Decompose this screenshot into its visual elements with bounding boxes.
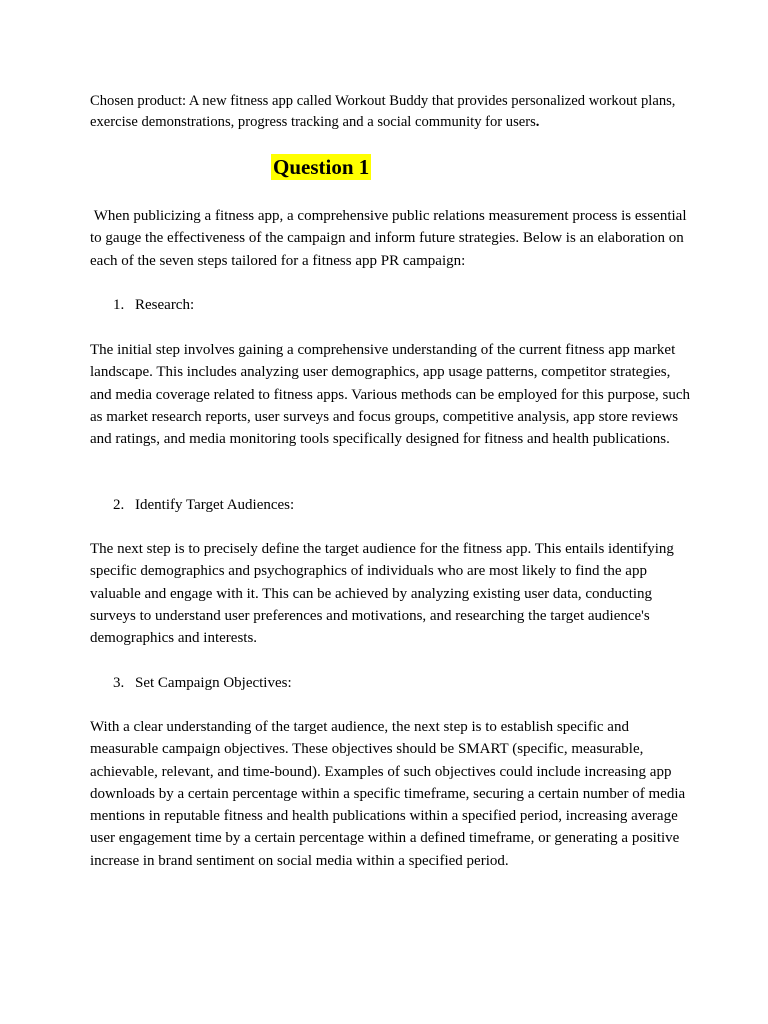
research-paragraph: The initial step involves gaining a comprehensive understanding of the current fitness app market landscape. This includes analyzing user demographics, app usage patterns, competitor strategies, and media coverage related to fitness apps. Various methods can be employed for this purpose, such as market research reports, user surveys and focus groups, competitive analysis, app store reviews and ratings, and media monitoring tools specifically designed for fitness and health publications. [90, 342, 690, 448]
list-number: 2. [113, 497, 125, 513]
list-item-research [113, 294, 194, 316]
intro-end-mark: . [535, 114, 540, 130]
lead-paragraph: When publicizing a fitness app, a comprehensive public relations measurement process is essential to gauge the effectiveness of the campaign and inform future strategies. Below is an elaboration on each of the seven steps tailored for a fitness app PR campaign: [90, 208, 691, 269]
list-item-campaign-objectives [113, 672, 292, 694]
intro-paragraph [90, 91, 692, 133]
question-heading: Question 1 [273, 155, 370, 179]
list-title: Set Campaign Objectives: [135, 675, 292, 691]
campaign-objectives-paragraph: With a clear understanding of the target audience, the next step is to establish specific and measurable campaign objectives. These objectives should be SMART (specific, measurable, achievable, relevant, and time-bound). Examples of such objectives could include increasing app downloads by a certain percentage within a specific timeframe, securing a certain number of media mentions in reputable fitness and health publications within a specified period, increasing average user engagement time by a certain percentage within a defined timeframe, or generating a positive increase in brand sentiment on social media within a specified period. [90, 719, 686, 869]
list-title: Research: [135, 297, 195, 313]
intro-text: Chosen product: A new fitness app called Workout Buddy that provides personalized workout plans, exercise demonstrations, progress tracking and a social community for users [90, 93, 676, 130]
target-audiences-paragraph: The next step is to precisely define the target audience for the fitness app. This entails identifying specific demographics and psychographics of individuals who are most likely to find the app valuable and engage with it. This can be achieved by analyzing existing user data, conducting surveys to understand user preferences and motivations, and researching the target audience's demographics and interests. [90, 541, 674, 647]
list-number: 1. [113, 297, 125, 313]
list-title: Identify Target Audiences: [135, 497, 295, 513]
list-item-target-audiences [113, 494, 294, 516]
heading-container [271, 154, 371, 180]
list-number: 3. [113, 675, 125, 691]
